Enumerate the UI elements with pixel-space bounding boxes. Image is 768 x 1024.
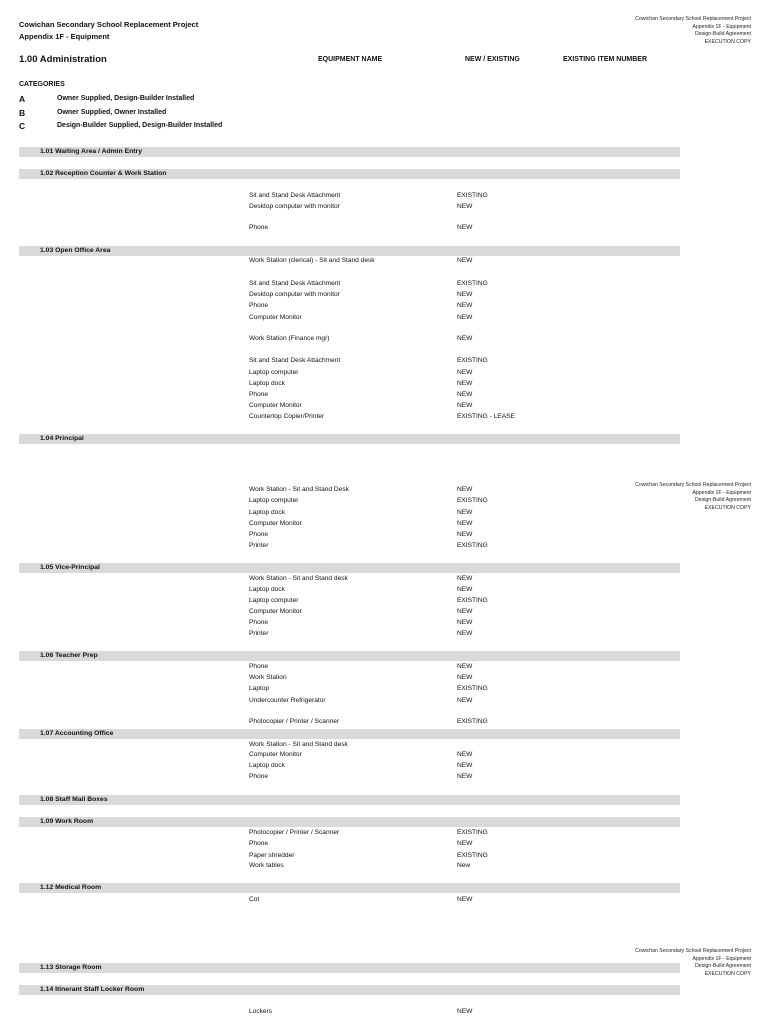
equipment-status: EXISTING - LEASE bbox=[457, 413, 515, 420]
equipment-name: Work Station - Sit and Stand desk bbox=[249, 741, 348, 748]
room-label: 1.14 Itinerant Staff Locker Room bbox=[40, 986, 145, 993]
equipment-name: Sit and Stand Desk Attachment bbox=[249, 280, 341, 287]
running-header-line: Cowichan Secondary School Replacement Project bbox=[635, 948, 751, 954]
room-header bbox=[19, 729, 680, 739]
room-label: 1.13 Storage Room bbox=[40, 964, 102, 971]
equipment-name: Computer Monitor bbox=[249, 314, 302, 321]
equipment-status: EXISTING bbox=[457, 497, 488, 504]
room-header bbox=[19, 795, 680, 805]
equipment-name: Printer bbox=[249, 630, 269, 637]
equipment-name: Computer Monitor bbox=[249, 402, 302, 409]
equipment-status: NEW bbox=[457, 203, 473, 210]
equipment-name: Work Station - Sit and Stand Desk bbox=[249, 486, 349, 493]
running-header-line: EXECUTION COPY bbox=[704, 38, 751, 45]
equipment-name: Countertop Copier/Printer bbox=[249, 413, 325, 420]
room-header bbox=[19, 563, 680, 573]
running-header-2 bbox=[635, 482, 751, 512]
running-header-line: Design-Build Agreement bbox=[695, 497, 751, 504]
equipment-status: EXISTING bbox=[457, 718, 488, 725]
equipment-status: NEW bbox=[457, 291, 473, 298]
equipment-name: Laptop dock bbox=[249, 509, 285, 516]
equipment-status: NEW bbox=[457, 674, 473, 681]
equipment-name: Computer Monitor bbox=[249, 751, 302, 758]
equipment-name: Work Station - Sit and Stand desk bbox=[249, 575, 348, 582]
equipment-name: Desktop computer with monitor bbox=[249, 203, 340, 210]
equipment-status: EXISTING bbox=[457, 192, 488, 199]
room-label: 1.09 Work Room bbox=[40, 818, 94, 825]
categories-heading: CATEGORIES bbox=[19, 81, 65, 88]
room-header bbox=[19, 985, 680, 995]
room-header bbox=[19, 883, 680, 893]
category-text: Owner Supplied, Design-Builder Installed bbox=[57, 95, 195, 102]
room-label: 1.01 Waiting Area / Admin Entry bbox=[40, 148, 142, 155]
equipment-name: Laptop dock bbox=[249, 586, 285, 593]
equipment-name: Phone bbox=[249, 840, 269, 847]
equipment-name: Work Station (Finance mgr) bbox=[249, 335, 330, 342]
room-label: 1.12 Medical Room bbox=[40, 884, 102, 891]
room-label: 1.02 Reception Counter & Work Station bbox=[40, 170, 167, 177]
equipment-status: NEW bbox=[457, 369, 473, 376]
equipment-name: Phone bbox=[249, 531, 269, 538]
column-header-status: NEW / EXISTING bbox=[465, 56, 520, 63]
equipment-status: NEW bbox=[457, 586, 473, 593]
running-header-line: Appendix 1F - Equipment bbox=[692, 489, 751, 496]
equipment-name: Phone bbox=[249, 391, 269, 398]
running-header-line: Cowichan Secondary School Replacement Project bbox=[635, 16, 751, 22]
equipment-name: Laptop dock bbox=[249, 762, 285, 769]
equipment-name: Laptop computer bbox=[249, 497, 299, 504]
equipment-name: Lockers bbox=[249, 1008, 273, 1015]
document-appendix-title: Appendix 1F - Equipment bbox=[19, 32, 110, 41]
category-text: Design-Builder Supplied, Design-Builder Installed bbox=[57, 122, 223, 129]
room-label: 1.05 Vice-Principal bbox=[40, 564, 100, 571]
equipment-status: NEW bbox=[457, 224, 473, 231]
equipment-name: Photocopier / Printer / Scanner bbox=[249, 829, 340, 836]
category-letter: B bbox=[19, 108, 26, 118]
category-text: Owner Supplied, Owner Installed bbox=[57, 109, 167, 116]
room-header bbox=[19, 651, 680, 661]
running-header-line: EXECUTION COPY bbox=[704, 504, 751, 511]
equipment-name: Desktop computer with monitor bbox=[249, 291, 340, 298]
equipment-status: NEW bbox=[457, 896, 473, 903]
equipment-status: NEW bbox=[457, 840, 473, 847]
room-label: 1.07 Accounting Office bbox=[40, 730, 114, 737]
equipment-status: NEW bbox=[457, 520, 473, 527]
equipment-status: NEW bbox=[457, 608, 473, 615]
running-header-line: EXECUTION COPY bbox=[704, 970, 751, 977]
equipment-name: Undercounter Refrigerator bbox=[249, 697, 326, 704]
equipment-status: NEW bbox=[457, 531, 473, 538]
room-header bbox=[19, 169, 680, 179]
room-header bbox=[19, 246, 680, 256]
equipment-status: EXISTING bbox=[457, 280, 488, 287]
equipment-status: NEW bbox=[457, 391, 473, 398]
equipment-status: NEW bbox=[457, 257, 473, 264]
equipment-status: NEW bbox=[457, 314, 473, 321]
category-letter: C bbox=[19, 121, 26, 131]
room-header bbox=[19, 434, 680, 444]
equipment-status: New bbox=[457, 862, 471, 869]
equipment-status: NEW bbox=[457, 302, 473, 309]
equipment-name: Printer bbox=[249, 542, 269, 549]
running-header-1 bbox=[635, 16, 751, 46]
equipment-name: Computer Monitor bbox=[249, 520, 302, 527]
running-header-line: Appendix 1F - Equipment bbox=[692, 23, 751, 30]
running-header-line: Appendix 1F - Equipment bbox=[692, 955, 751, 962]
section-title: 1.00 Administration bbox=[19, 54, 107, 65]
equipment-status: EXISTING bbox=[457, 357, 488, 364]
equipment-status: EXISTING bbox=[457, 542, 488, 549]
equipment-status: NEW bbox=[457, 619, 473, 626]
equipment-name: Phone bbox=[249, 302, 269, 309]
equipment-name: Cot bbox=[249, 896, 260, 903]
equipment-name: Phone bbox=[249, 663, 269, 670]
equipment-status: NEW bbox=[457, 762, 473, 769]
equipment-status: NEW bbox=[457, 773, 473, 780]
equipment-status: NEW bbox=[457, 697, 473, 704]
equipment-name: Work tables bbox=[249, 862, 284, 869]
equipment-name: Laptop bbox=[249, 685, 270, 692]
equipment-status: NEW bbox=[457, 630, 473, 637]
equipment-status: EXISTING bbox=[457, 597, 488, 604]
room-header bbox=[19, 817, 680, 827]
equipment-status: NEW bbox=[457, 335, 473, 342]
column-header-item-number: EXISTING ITEM NUMBER bbox=[563, 56, 648, 63]
equipment-status: NEW bbox=[457, 509, 473, 516]
equipment-name: Phone bbox=[249, 619, 269, 626]
running-header-line: Design-Build Agreement bbox=[695, 963, 751, 970]
room-label: 1.03 Open Office Area bbox=[40, 247, 111, 254]
equipment-name: Computer Monitor bbox=[249, 608, 302, 615]
room-label: 1.04 Principal bbox=[40, 435, 84, 442]
equipment-status: NEW bbox=[457, 1008, 473, 1015]
equipment-status: NEW bbox=[457, 575, 473, 582]
equipment-name: Phone bbox=[249, 224, 269, 231]
equipment-status: NEW bbox=[457, 751, 473, 758]
equipment-status: EXISTING bbox=[457, 685, 488, 692]
category-letter: A bbox=[19, 94, 26, 104]
running-header-line: Cowichan Secondary School Replacement Project bbox=[635, 482, 751, 488]
equipment-status: NEW bbox=[457, 663, 473, 670]
room-header bbox=[19, 963, 680, 973]
column-header-equipment: EQUIPMENT NAME bbox=[318, 56, 383, 63]
equipment-name: Laptop dock bbox=[249, 380, 285, 387]
equipment-name: Phone bbox=[249, 773, 269, 780]
equipment-status: EXISTING bbox=[457, 829, 488, 836]
document-project-title: Cowichan Secondary School Replacement Project bbox=[19, 20, 199, 29]
equipment-name: Work Station (clerical) - Sit and Stand desk bbox=[249, 257, 375, 264]
room-label: 1.06 Teacher Prep bbox=[40, 652, 98, 659]
equipment-name: Sit and Stand Desk Attachment bbox=[249, 357, 341, 364]
room-label: 1.08 Staff Mail Boxes bbox=[40, 796, 108, 803]
equipment-name: Sit and Stand Desk Attachment bbox=[249, 192, 341, 199]
equipment-name: Paper shredder bbox=[249, 852, 295, 859]
equipment-name: Photocopier / Printer / Scanner bbox=[249, 718, 340, 725]
equipment-name: Laptop computer bbox=[249, 369, 299, 376]
equipment-status: EXISTING bbox=[457, 852, 488, 859]
room-header bbox=[19, 147, 680, 157]
equipment-status: NEW bbox=[457, 402, 473, 409]
equipment-name: Work Station bbox=[249, 674, 287, 681]
equipment-status: NEW bbox=[457, 486, 473, 493]
equipment-name: Laptop computer bbox=[249, 597, 299, 604]
running-header-line: Design-Build Agreement bbox=[695, 31, 751, 38]
equipment-status: NEW bbox=[457, 380, 473, 387]
